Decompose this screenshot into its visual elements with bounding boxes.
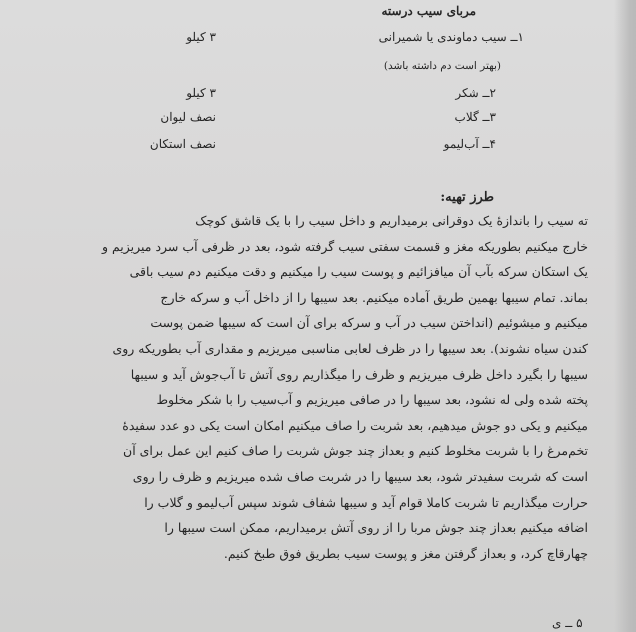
paragraph-line: پخته شده ولی له نشود، بعد سیبها را در صافی میریزیم و آب‌سیب را با شکر مخلوط xyxy=(156,392,588,408)
ingredient-note: (بهتر است دم داشته باشد) xyxy=(383,60,501,72)
ingredient-quantity: نصف استکان xyxy=(149,137,216,151)
paragraph-line: سیبها را بگیرد داخل ظرف میریزیم و ظرف را میگذاریم روی آتش تا آب‌جوش آید و سیبها xyxy=(130,366,588,382)
page-edge-shadow xyxy=(614,0,636,632)
paragraph-line: چهارقاچ کرد، و بعداز گرفتن مغز و پوست سیب بطریق فوق طبخ کنیم. xyxy=(223,545,588,561)
method-paragraph xyxy=(28,208,588,566)
paragraph-line: است که شربت سفیدتر شود، بعد سیبها را در شربت صاف شده میریزیم و ظرف را روی xyxy=(132,468,588,484)
ingredient-quantity: ۳ کیلو xyxy=(186,86,216,100)
recipe-title: مربای سیب درسته xyxy=(381,4,476,18)
ingredient-name: ۳ــ گلاب xyxy=(454,110,496,124)
paragraph-line: ته سیب را باندازهٔ یک دوقرانی برمیداریم و داخل سیب را با یک قاشق کوچک xyxy=(195,213,588,228)
paragraph-line: خارج میکنیم بطوریکه مغز و قسمت سفتی سیب گرفته شود، بعد در ظرفی آب سرد میریزیم و xyxy=(101,238,588,254)
paragraph-line: بماند. تمام سیبها بهمین طریق آماده میکنیم. بعد سیبها را از داخل آب و سرکه خارج xyxy=(160,289,588,305)
paragraph-line: میکنیم و میشوئیم (انداختن سیب در آب و سرکه برای آن است که سیبها ضمن پوست xyxy=(150,315,588,331)
ingredient-name: ۲ــ شکر xyxy=(455,86,496,100)
paragraph-line: کندن سیاه نشوند). بعد سیبها را در ظرف لعابی مناسبی میریزیم و مقداری آب بطوریکه روی xyxy=(112,340,588,356)
ingredient-name: ۱ــ سیب دماوندی یا شمیرانی xyxy=(378,30,524,44)
ingredient-quantity: نصف لیوان xyxy=(160,110,216,124)
next-section-fragment: ۵ ــ ی xyxy=(552,616,583,630)
paragraph-line: اضافه میکنیم بعداز چند جوش مربا را از روی آتش برمیداریم، ممکن است سیبها را xyxy=(164,520,588,536)
paragraph-line: میکنیم و یکی دو جوش میدهیم، بعد شربت را صاف میکنیم امکان است یکی دو عدد سفیدهٔ xyxy=(122,417,588,433)
method-heading: طرز تهیه: xyxy=(440,190,494,205)
paragraph-line: حرارت میگذاریم تا شربت کاملا قوام آید و سیبها شفاف شوند سپس آب‌لیمو و گلاب را xyxy=(144,494,588,510)
paragraph-line: یک استکان سرکه بآب آن میافزائیم و پوست سیب را میکنیم و دقت میکنیم دم سیب باقی xyxy=(129,264,588,280)
paragraph-line: تخم‌مرغ را با شربت مخلوط کنیم و بعداز چند جوش شربت را صاف کنیم این عمل برای آن xyxy=(123,443,588,459)
ingredient-quantity: ۳ کیلو xyxy=(186,30,216,44)
ingredient-name: ۴ــ آب‌لیمو xyxy=(443,137,496,151)
